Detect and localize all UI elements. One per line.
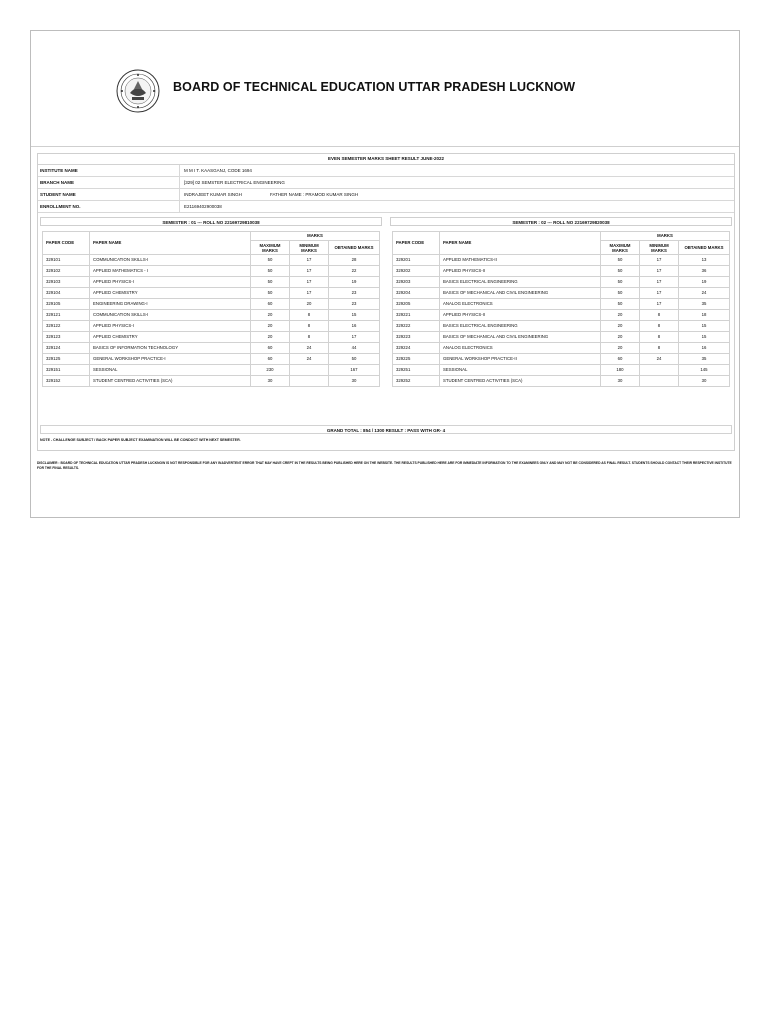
minimum-marks-cell: 8 xyxy=(640,343,679,354)
paper-code-cell: 329152 xyxy=(43,376,90,387)
maximum-marks-cell: 60 xyxy=(251,299,290,310)
obtained-marks-cell: 24 xyxy=(679,288,730,299)
branch-value: [329] 02 SEMSTER ELECTRICAL ENGINEERING xyxy=(184,180,285,185)
table-row xyxy=(43,277,380,288)
marks-sheet xyxy=(30,30,740,518)
paper-name-cell: BASICS OF MECHANICAL AND CIVIL ENGINEERING xyxy=(440,332,601,343)
maximum-marks-cell: 20 xyxy=(601,321,640,332)
table-row xyxy=(43,299,380,310)
paper-name-cell: BASICS ELECTRICAL ENGINEERING xyxy=(440,277,601,288)
branch-row xyxy=(38,177,734,189)
table-row xyxy=(393,354,730,365)
disclaimer-text: DISCLAIMER : BOARD OF TECHNICAL EDUCATION UTTAR PRADESH LUCKNOW IS NOT RESPONSIBLE FOR ANY INADVERTENT ERROR THAT MAY HAVE CREPT IN THE RESULTS BEING PUBLISHED HERE ON THE WEBSITE. THE RESULTS PUBLISHED HERE ARE FOR IMMEDIATE INFORMATION TO THE EXAMINEES ONLY AND MAY NOT BE CONSIDERED AS FINAL RESULT. STUDENTS SHOULD CONTACT THEIR RESPECTIVE INSTITUTE FOR THE FINAL RESULTS. xyxy=(37,461,732,470)
student-value: INDRAJEET KUMAR SINGH xyxy=(184,192,242,197)
paper-code-cell: 329122 xyxy=(43,321,90,332)
table-row xyxy=(43,310,380,321)
result-title: EVEN SEMESTER MARKS SHEET RESULT JUNE-2022 xyxy=(38,154,734,165)
minimum-marks-cell: 8 xyxy=(640,321,679,332)
maximum-marks-cell: 20 xyxy=(601,343,640,354)
paper-name-cell: APPLIED PHYSICS-II xyxy=(440,310,601,321)
minimum-marks-cell: 17 xyxy=(290,288,329,299)
table-row xyxy=(43,376,380,387)
minimum-marks-cell: 24 xyxy=(290,354,329,365)
paper-code-cell: 329105 xyxy=(43,299,90,310)
maximum-marks-header: MAXIMUM MARKS xyxy=(251,241,290,255)
table-row xyxy=(393,255,730,266)
maximum-marks-cell: 50 xyxy=(601,288,640,299)
student-label: STUDENT NAME xyxy=(40,192,76,197)
minimum-marks-cell: 8 xyxy=(290,321,329,332)
obtained-marks-cell: 15 xyxy=(679,332,730,343)
minimum-marks-cell: 8 xyxy=(290,310,329,321)
sheet-header xyxy=(31,31,739,147)
paper-name-cell: APPLIED PHYSICS-II xyxy=(440,266,601,277)
paper-name-cell: COMMUNICATION SKILLS-I xyxy=(90,255,251,266)
obtained-marks-cell: 19 xyxy=(329,277,380,288)
paper-code-cell: 329124 xyxy=(43,343,90,354)
maximum-marks-cell: 50 xyxy=(601,266,640,277)
obtained-marks-cell: 23 xyxy=(329,299,380,310)
board-title: BOARD OF TECHNICAL EDUCATION UTTAR PRADESH LUCKNOW xyxy=(173,80,576,94)
enrollment-row xyxy=(38,201,734,213)
maximum-marks-cell: 60 xyxy=(251,343,290,354)
semester-2-table xyxy=(392,231,730,387)
minimum-marks-cell xyxy=(290,376,329,387)
obtained-marks-cell: 15 xyxy=(679,321,730,332)
paper-name-cell: APPLIED CHEMISTRY xyxy=(90,288,251,299)
paper-code-header: PAPER CODE xyxy=(43,232,90,255)
paper-name-cell: ENGINEERING DRAWING-I xyxy=(90,299,251,310)
minimum-marks-cell: 20 xyxy=(290,299,329,310)
student-row xyxy=(38,189,734,201)
minimum-marks-cell: 24 xyxy=(290,343,329,354)
table-row xyxy=(393,321,730,332)
paper-code-cell: 329125 xyxy=(43,354,90,365)
paper-name-cell: APPLIED PHYSICS-I xyxy=(90,321,251,332)
maximum-marks-cell: 230 xyxy=(251,365,290,376)
maximum-marks-cell: 20 xyxy=(601,332,640,343)
obtained-marks-cell: 30 xyxy=(329,376,380,387)
maximum-marks-cell: 60 xyxy=(601,354,640,365)
marks-header: MARKS xyxy=(251,232,380,241)
minimum-marks-cell: 8 xyxy=(640,310,679,321)
minimum-marks-cell: 17 xyxy=(640,288,679,299)
minimum-marks-header: MINIMUM MARKS xyxy=(640,241,679,255)
table-row xyxy=(393,288,730,299)
maximum-marks-cell: 50 xyxy=(251,277,290,288)
paper-code-cell: 329121 xyxy=(43,310,90,321)
minimum-marks-cell: 17 xyxy=(640,255,679,266)
paper-code-cell: 329251 xyxy=(393,365,440,376)
note-text: NOTE - CHALLENGE SUBJECT / BACK PAPER SUBJECT EXAMINATION WILL BE CONDUCT WITH NEXT SEMESTER. xyxy=(40,438,241,442)
maximum-marks-cell: 50 xyxy=(251,255,290,266)
table-row xyxy=(43,255,380,266)
obtained-marks-cell: 23 xyxy=(329,288,380,299)
minimum-marks-cell: 24 xyxy=(640,354,679,365)
result-content xyxy=(37,153,735,451)
paper-code-cell: 329123 xyxy=(43,332,90,343)
minimum-marks-cell xyxy=(640,376,679,387)
minimum-marks-cell: 17 xyxy=(640,277,679,288)
obtained-marks-cell: 145 xyxy=(679,365,730,376)
maximum-marks-cell: 20 xyxy=(251,332,290,343)
paper-name-cell: COMMUNICATION SKILLS-I xyxy=(90,310,251,321)
table-row xyxy=(43,343,380,354)
table-row xyxy=(393,277,730,288)
institute-row xyxy=(38,165,734,177)
paper-code-cell: 329252 xyxy=(393,376,440,387)
paper-code-cell: 329223 xyxy=(393,332,440,343)
obtained-marks-cell: 16 xyxy=(679,343,730,354)
maximum-marks-cell: 20 xyxy=(601,310,640,321)
maximum-marks-cell: 20 xyxy=(251,310,290,321)
enrollment-label: ENROLLMENT NO. xyxy=(40,204,81,209)
paper-name-header: PAPER NAME xyxy=(90,232,251,255)
obtained-marks-cell: 28 xyxy=(329,255,380,266)
paper-code-cell: 329224 xyxy=(393,343,440,354)
table-row xyxy=(43,266,380,277)
maximum-marks-cell: 60 xyxy=(251,354,290,365)
paper-name-cell: ANALOG ELECTRONICS xyxy=(440,299,601,310)
obtained-marks-cell: 167 xyxy=(329,365,380,376)
paper-code-cell: 329225 xyxy=(393,354,440,365)
obtained-marks-cell: 30 xyxy=(679,376,730,387)
table-row xyxy=(43,354,380,365)
paper-code-cell: 329204 xyxy=(393,288,440,299)
paper-code-cell: 329221 xyxy=(393,310,440,321)
semester-1-title: SEMESTER : 01 --- ROLL NO 22169729810038 xyxy=(40,217,382,226)
maximum-marks-cell: 50 xyxy=(251,266,290,277)
obtained-marks-cell: 35 xyxy=(679,354,730,365)
paper-name-cell: BASICS OF MECHANICAL AND CIVIL ENGINEERING xyxy=(440,288,601,299)
enrollment-value: E21169402900038 xyxy=(184,204,222,209)
paper-code-cell: 329202 xyxy=(393,266,440,277)
paper-name-cell: STUDENT CENTRED ACTIVITIES (SCA) xyxy=(440,376,601,387)
semester-2-title: SEMESTER : 02 --- ROLL NO 22169729820038 xyxy=(390,217,732,226)
branch-label: BRANCH NAME xyxy=(40,180,74,185)
maximum-marks-header: MAXIMUM MARKS xyxy=(601,241,640,255)
maximum-marks-cell: 50 xyxy=(601,299,640,310)
maximum-marks-cell: 50 xyxy=(601,277,640,288)
paper-code-cell: 329222 xyxy=(393,321,440,332)
paper-name-cell: APPLIED CHEMISTRY xyxy=(90,332,251,343)
maximum-marks-cell: 30 xyxy=(251,376,290,387)
obtained-marks-cell: 13 xyxy=(679,255,730,266)
table-row xyxy=(393,299,730,310)
paper-name-cell: GENERAL WORKSHOP PRACTICE-I xyxy=(90,354,251,365)
maximum-marks-cell: 180 xyxy=(601,365,640,376)
minimum-marks-header: MINIMUM MARKS xyxy=(290,241,329,255)
minimum-marks-cell: 17 xyxy=(640,299,679,310)
paper-name-header: PAPER NAME xyxy=(440,232,601,255)
table-row xyxy=(393,266,730,277)
minimum-marks-cell: 17 xyxy=(290,277,329,288)
paper-name-cell: ANALOG ELECTRONICS xyxy=(440,343,601,354)
maximum-marks-cell: 50 xyxy=(251,288,290,299)
minimum-marks-cell: 17 xyxy=(290,266,329,277)
grand-total: GRAND TOTAL : 854 / 1300 RESULT : PASS WITH GR- 4 xyxy=(40,425,732,434)
obtained-marks-cell: 15 xyxy=(329,310,380,321)
obtained-marks-cell: 22 xyxy=(329,266,380,277)
paper-name-cell: APPLIED MATHEMATICS-II xyxy=(440,255,601,266)
table-row xyxy=(393,343,730,354)
obtained-marks-header: OBTAINED MARKS xyxy=(329,241,380,255)
institute-label: INSTITUTE NAME xyxy=(40,168,78,173)
maximum-marks-cell: 20 xyxy=(251,321,290,332)
paper-code-cell: 329104 xyxy=(43,288,90,299)
paper-name-cell: GENERAL WORKSHOP PRACTICE-II xyxy=(440,354,601,365)
paper-name-cell: SESSIONAL xyxy=(90,365,251,376)
obtained-marks-cell: 17 xyxy=(329,332,380,343)
paper-name-cell: APPLIED PHYSICS-I xyxy=(90,277,251,288)
paper-code-cell: 329102 xyxy=(43,266,90,277)
paper-code-cell: 329203 xyxy=(393,277,440,288)
obtained-marks-cell: 36 xyxy=(679,266,730,277)
obtained-marks-cell: 35 xyxy=(679,299,730,310)
board-emblem-icon xyxy=(116,69,160,113)
obtained-marks-cell: 16 xyxy=(329,321,380,332)
minimum-marks-cell: 8 xyxy=(640,332,679,343)
paper-code-cell: 329151 xyxy=(43,365,90,376)
paper-name-cell: BASICS OF INFORMATION TECHNOLOGY xyxy=(90,343,251,354)
obtained-marks-cell: 18 xyxy=(679,310,730,321)
obtained-marks-cell: 50 xyxy=(329,354,380,365)
institute-value: M M I T. KAASGANJ, CODE 1694 xyxy=(184,168,252,173)
father-name: FATHER NAME : PRAMOD KUMAR SINGH xyxy=(270,192,359,197)
minimum-marks-cell: 8 xyxy=(290,332,329,343)
paper-code-cell: 329101 xyxy=(43,255,90,266)
obtained-marks-header: OBTAINED MARKS xyxy=(679,241,730,255)
obtained-marks-cell: 44 xyxy=(329,343,380,354)
paper-name-cell: STUDENT CENTRED ACTIVITIES (SCA) xyxy=(90,376,251,387)
table-row xyxy=(43,365,380,376)
paper-name-cell: SESSIONAL xyxy=(440,365,601,376)
semester-2-block xyxy=(390,217,732,399)
table-row xyxy=(43,332,380,343)
table-row xyxy=(393,376,730,387)
table-row xyxy=(393,365,730,376)
semester-1-block xyxy=(40,217,382,399)
paper-code-cell: 329103 xyxy=(43,277,90,288)
minimum-marks-cell: 17 xyxy=(290,255,329,266)
paper-name-cell: BASICS ELECTRICAL ENGINEERING xyxy=(440,321,601,332)
minimum-marks-cell xyxy=(640,365,679,376)
paper-name-cell: APPLIED MATHEMATICS - I xyxy=(90,266,251,277)
minimum-marks-cell xyxy=(290,365,329,376)
semester-1-table xyxy=(42,231,380,387)
table-row xyxy=(393,310,730,321)
maximum-marks-cell: 30 xyxy=(601,376,640,387)
table-row xyxy=(393,332,730,343)
paper-code-cell: 329205 xyxy=(393,299,440,310)
maximum-marks-cell: 50 xyxy=(601,255,640,266)
obtained-marks-cell: 19 xyxy=(679,277,730,288)
minimum-marks-cell: 17 xyxy=(640,266,679,277)
paper-code-cell: 329201 xyxy=(393,255,440,266)
paper-code-header: PAPER CODE xyxy=(393,232,440,255)
table-row xyxy=(43,321,380,332)
marks-header: MARKS xyxy=(601,232,730,241)
table-row xyxy=(43,288,380,299)
